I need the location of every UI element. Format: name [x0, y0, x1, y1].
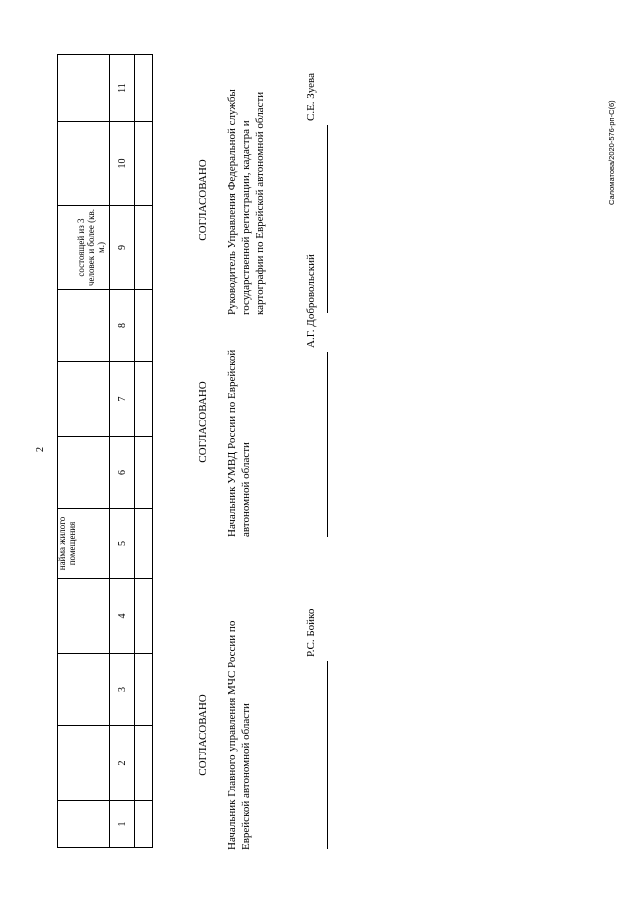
table-cell — [135, 654, 153, 726]
header-cell — [58, 654, 110, 726]
table-cell — [135, 437, 153, 509]
column-number: 10 — [110, 122, 135, 206]
table-cell — [135, 206, 153, 290]
column-number: 5 — [110, 509, 135, 579]
header-cell — [58, 290, 110, 362]
table-cell — [135, 362, 153, 437]
header-cell — [58, 437, 110, 509]
column-number: 3 — [110, 654, 135, 726]
table-header-row — [58, 55, 110, 848]
table-cell — [135, 509, 153, 579]
column-number-row — [110, 55, 135, 848]
column-number: 8 — [110, 290, 135, 362]
approval-position: Начальник Главного управления МЧС России по Еврейской автономной области — [226, 620, 253, 850]
approval-position: Начальник УМВД России по Еврейской автономной области — [226, 349, 253, 537]
approval-title: СОГЛАСОВАНО — [197, 694, 209, 776]
column-number: 4 — [110, 579, 135, 654]
header-cell — [58, 55, 110, 122]
header-cell — [58, 579, 110, 654]
empty-row — [135, 55, 153, 848]
column-number: 11 — [110, 55, 135, 122]
column-number: 9 — [110, 206, 135, 290]
document-id-text: Саломатова/2020-576-рп-С(6) — [607, 100, 616, 205]
column-number: 6 — [110, 437, 135, 509]
header-cell: состоящей из 3 человек и более (кв. м.) — [58, 206, 110, 290]
column-number: 1 — [110, 801, 135, 848]
signer-name: Р.С. Бойко — [305, 608, 317, 657]
page-number: 2 — [35, 447, 46, 452]
header-cell — [58, 726, 110, 801]
signer-name: С.Е. Зуева — [305, 73, 317, 121]
header-cell — [58, 122, 110, 206]
header-cell — [58, 362, 110, 437]
column-number: 2 — [110, 726, 135, 801]
column-number: 7 — [110, 362, 135, 437]
header-cell — [58, 801, 110, 848]
signature-line — [327, 125, 328, 313]
signer-name: А.Г. Добровольский — [305, 254, 317, 348]
approval-title: СОГЛАСОВАНО — [197, 381, 209, 463]
data-table — [57, 54, 153, 848]
signature-line — [327, 661, 328, 849]
table-cell — [135, 801, 153, 848]
signature-line — [327, 352, 328, 537]
table-cell — [135, 290, 153, 362]
table-cell — [135, 122, 153, 206]
approval-title: СОГЛАСОВАНО — [197, 159, 209, 241]
header-cell: найма жилого помещения — [58, 509, 110, 579]
table-cell — [135, 726, 153, 801]
table-cell — [135, 579, 153, 654]
table-cell — [135, 55, 153, 122]
approval-position: Руководитель Управления Федеральной службы государственной регистрации, кадастра и картографии по Еврейской автономной области — [226, 89, 267, 315]
